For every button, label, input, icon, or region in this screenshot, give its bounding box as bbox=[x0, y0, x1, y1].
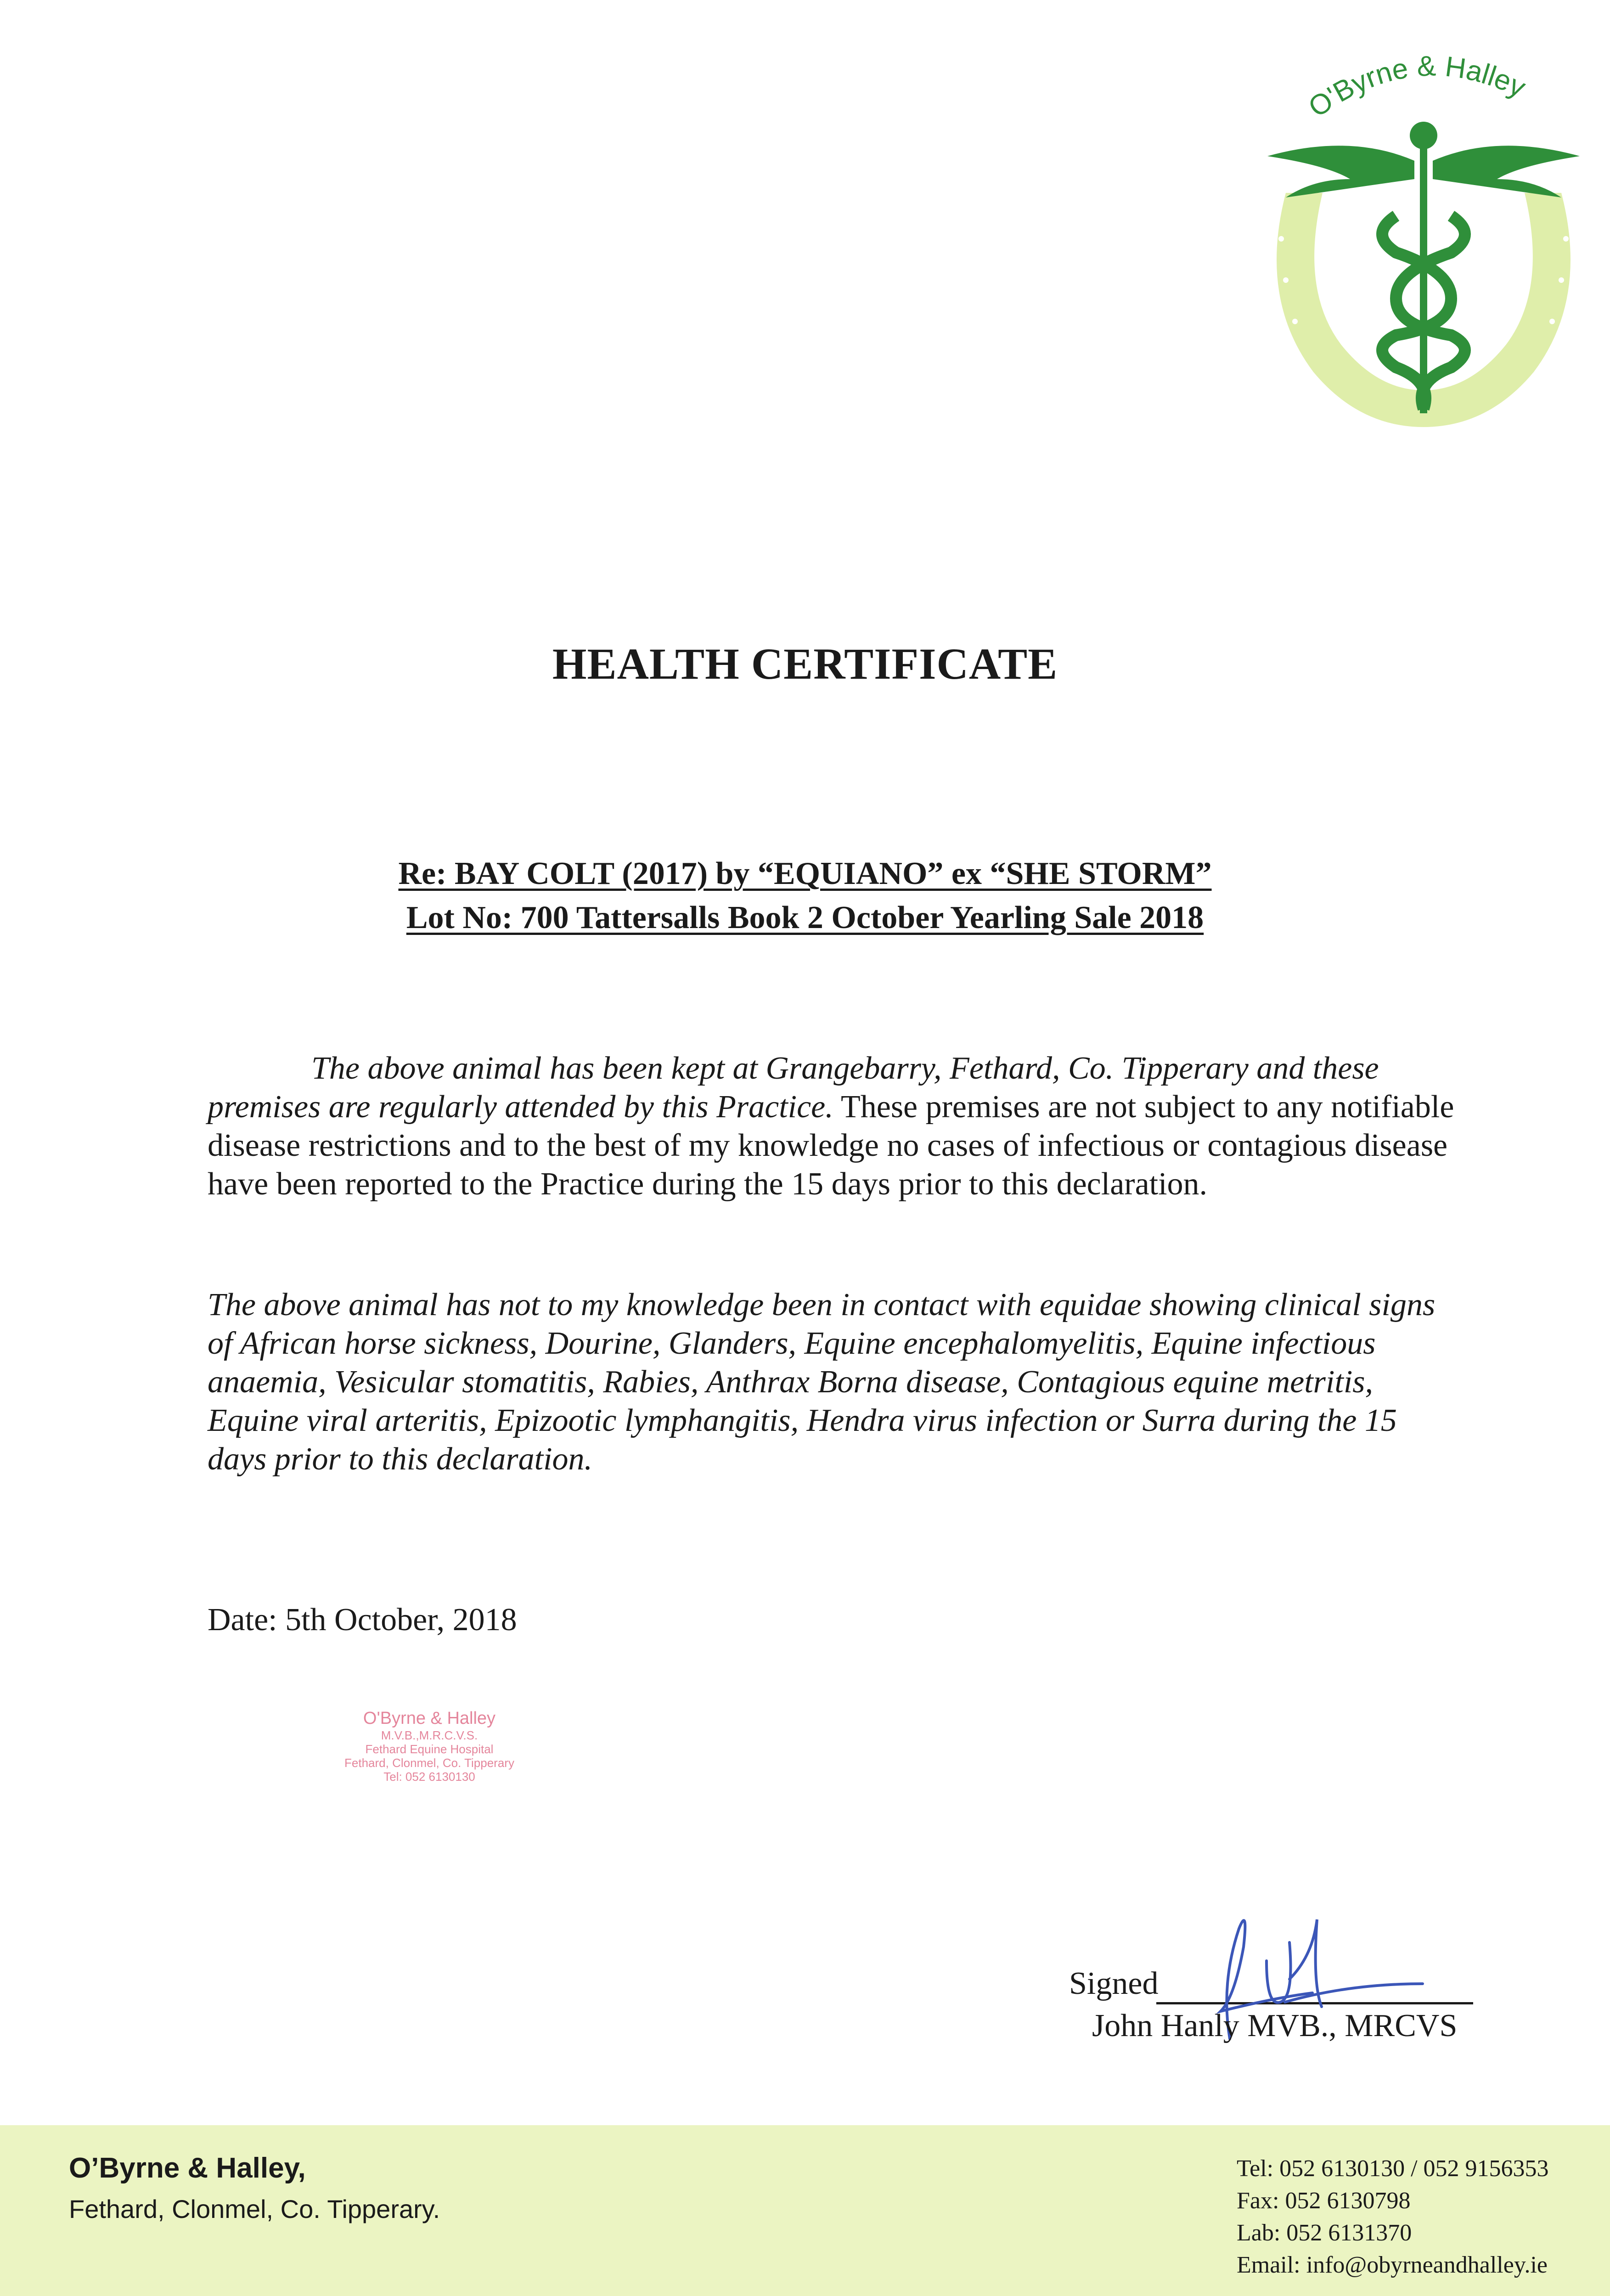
premises-normal-text: These premises are not subject to any notifiable disease restrictions and to the best of my knowledge no cases of infectious or contagious disease have been reported to the Practice during the 15 days prior to this declaration. bbox=[208, 1089, 1454, 1202]
svg-text:O'Byrne & Halley bbox=[1303, 50, 1531, 124]
firm-name: O’Byrne & Halley, bbox=[69, 2152, 306, 2184]
subject-line-lot: Lot No: 700 Tattersalls Book 2 October Yearling Sale 2018 bbox=[406, 900, 1204, 935]
stamp-line-name: O'Byrne & Halley bbox=[363, 1709, 496, 1728]
contact-lab: Lab: 052 6131370 bbox=[1237, 2220, 1412, 2246]
logo-text: O'Byrne & Halley bbox=[1303, 50, 1531, 124]
letterhead-footer bbox=[0, 2125, 1610, 2296]
practice-stamp bbox=[321, 1708, 537, 1784]
subject-block bbox=[0, 852, 1610, 940]
premises-italic-text: The above animal has been kept at Grangebarry, Fethard, Co. Tipperary and these premises are regularly attended by this Practice. bbox=[208, 1051, 1379, 1125]
practice-logo bbox=[1258, 41, 1589, 436]
premises-paragraph bbox=[208, 1049, 1457, 1204]
signed-label: Signed bbox=[1069, 1966, 1159, 2001]
contact-paragraph: The above animal has not to my knowledge been in contact with equidae showing clinical signs of African horse sickness, Dourine, Glanders, Equine encephalomyelitis, Equine infectious anaemia, Vesicular stomatitis, Rabies, Anthrax Borna disease, Contagious equine metritis, Equine viral arteritis, Epizootic lymphangitis, Hendra virus infection or Surra during the 15 days prior to this declaration. bbox=[208, 1287, 1435, 1477]
signature-block bbox=[1069, 1956, 1473, 2048]
signer-name: John Hanly MVB., MRCVS bbox=[1092, 2008, 1458, 2043]
stamp-line-hospital: Fethard Equine Hospital bbox=[365, 1742, 494, 1756]
subject-line-horse: Re: BAY COLT (2017) by “EQUIANO” ex “SHE STORM” bbox=[398, 856, 1212, 891]
stamp-line-quals: M.V.B.,M.R.C.V.S. bbox=[381, 1728, 478, 1742]
stamp-line-tel: Tel: 052 6130130 bbox=[383, 1770, 475, 1784]
contact-details bbox=[1237, 2153, 1549, 2281]
firm-address: Fethard, Clonmel, Co. Tipperary. bbox=[69, 2195, 440, 2223]
stamp-line-address: Fethard, Clonmel, Co. Tipperary bbox=[344, 1756, 514, 1770]
contact-tel: Tel: 052 6130130 / 052 9156353 bbox=[1237, 2155, 1549, 2182]
certificate-date: Date: 5th October, 2018 bbox=[208, 1602, 517, 1638]
contact-email: Email: info@obyrneandhalley.ie bbox=[1237, 2252, 1548, 2278]
page-title: HEALTH CERTIFICATE bbox=[552, 639, 1058, 688]
contact-fax: Fax: 052 6130798 bbox=[1237, 2188, 1411, 2214]
